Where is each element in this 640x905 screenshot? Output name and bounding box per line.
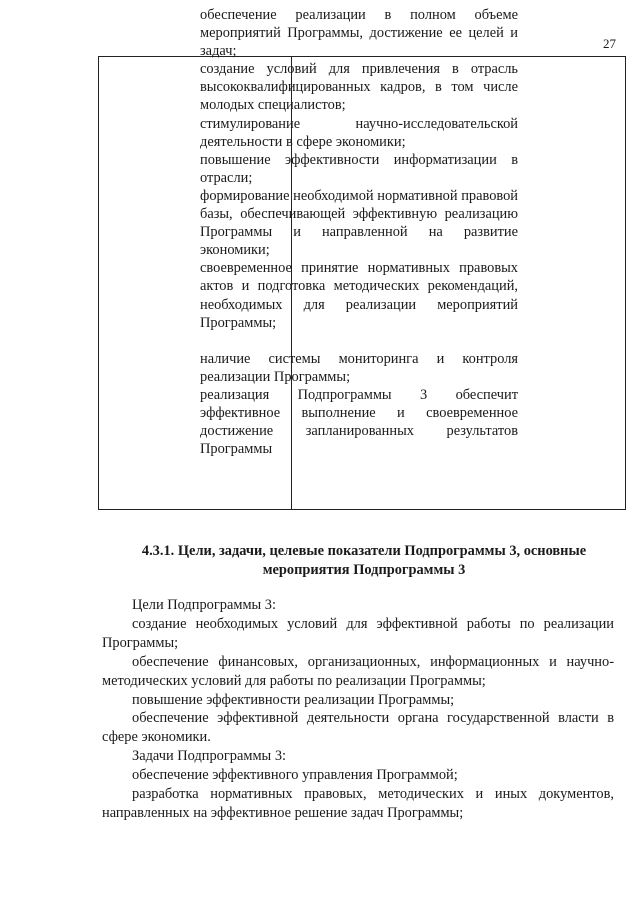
tasks-label: Задачи Подпрограммы 3: <box>132 748 287 765</box>
table-cell-paragraph: своевременное принятие нормативных правовых актов и подготовка методических рекомендаций, необходимых для реализации мероприятий Программы; <box>200 260 518 331</box>
table-cell-paragraph: обеспечение реализации в полном объеме мероприятий Программы, достижение ее целей и задач; <box>200 7 518 60</box>
body-paragraph: повышение эффективности реализации Программы; <box>132 691 455 708</box>
body-paragraph: создание необходимых условий для эффективной работы по реализации Программы; <box>102 615 614 651</box>
page-number: 27 <box>603 36 616 51</box>
goals-label: Цели Подпрограммы 3: <box>132 597 277 613</box>
table-right-cell-text <box>200 6 518 458</box>
body-paragraph: обеспечение эффективного управления Программой; <box>132 767 458 784</box>
table-cell-paragraph: наличие системы мониторинга и контроля реализации Программы; <box>200 350 518 385</box>
section-body <box>102 596 614 823</box>
table-cell-paragraph: формирование необходимой нормативной правовой базы, обеспечивающей эффективную реализацию Программы и направленной на развитие экономики; <box>200 187 518 259</box>
table-cell-paragraph: реализация Подпрограммы 3 обеспечит эффективное выполнение и своевременное достижение запланированных результатов Программы <box>200 386 518 458</box>
table-cell-paragraph: повышение эффективности информатизации в отрасли; <box>200 151 518 186</box>
body-paragraph: обеспечение финансовых, организационных, информационных и научно-методических условий для работы по реализации Программы; <box>102 653 614 689</box>
table-cell-paragraph: создание условий для привлечения в отрасль высококвалифицированных кадров, в том числе молодых специалистов; <box>200 61 518 114</box>
body-paragraph: разработка нормативных правовых, методических и иных документов, направленных на эффективное решение задач Программы; <box>102 786 614 821</box>
section-heading: 4.3.1. Цели, задачи, целевые показатели Подпрограммы 3, основные мероприятия Подпрограммы 3 <box>141 543 587 578</box>
body-paragraph: обеспечение эффективной деятельности органа государственной власти в сфере экономики. <box>102 710 614 746</box>
table-cell-paragraph: стимулирование научно-исследовательской деятельности в сфере экономики; <box>200 115 518 150</box>
